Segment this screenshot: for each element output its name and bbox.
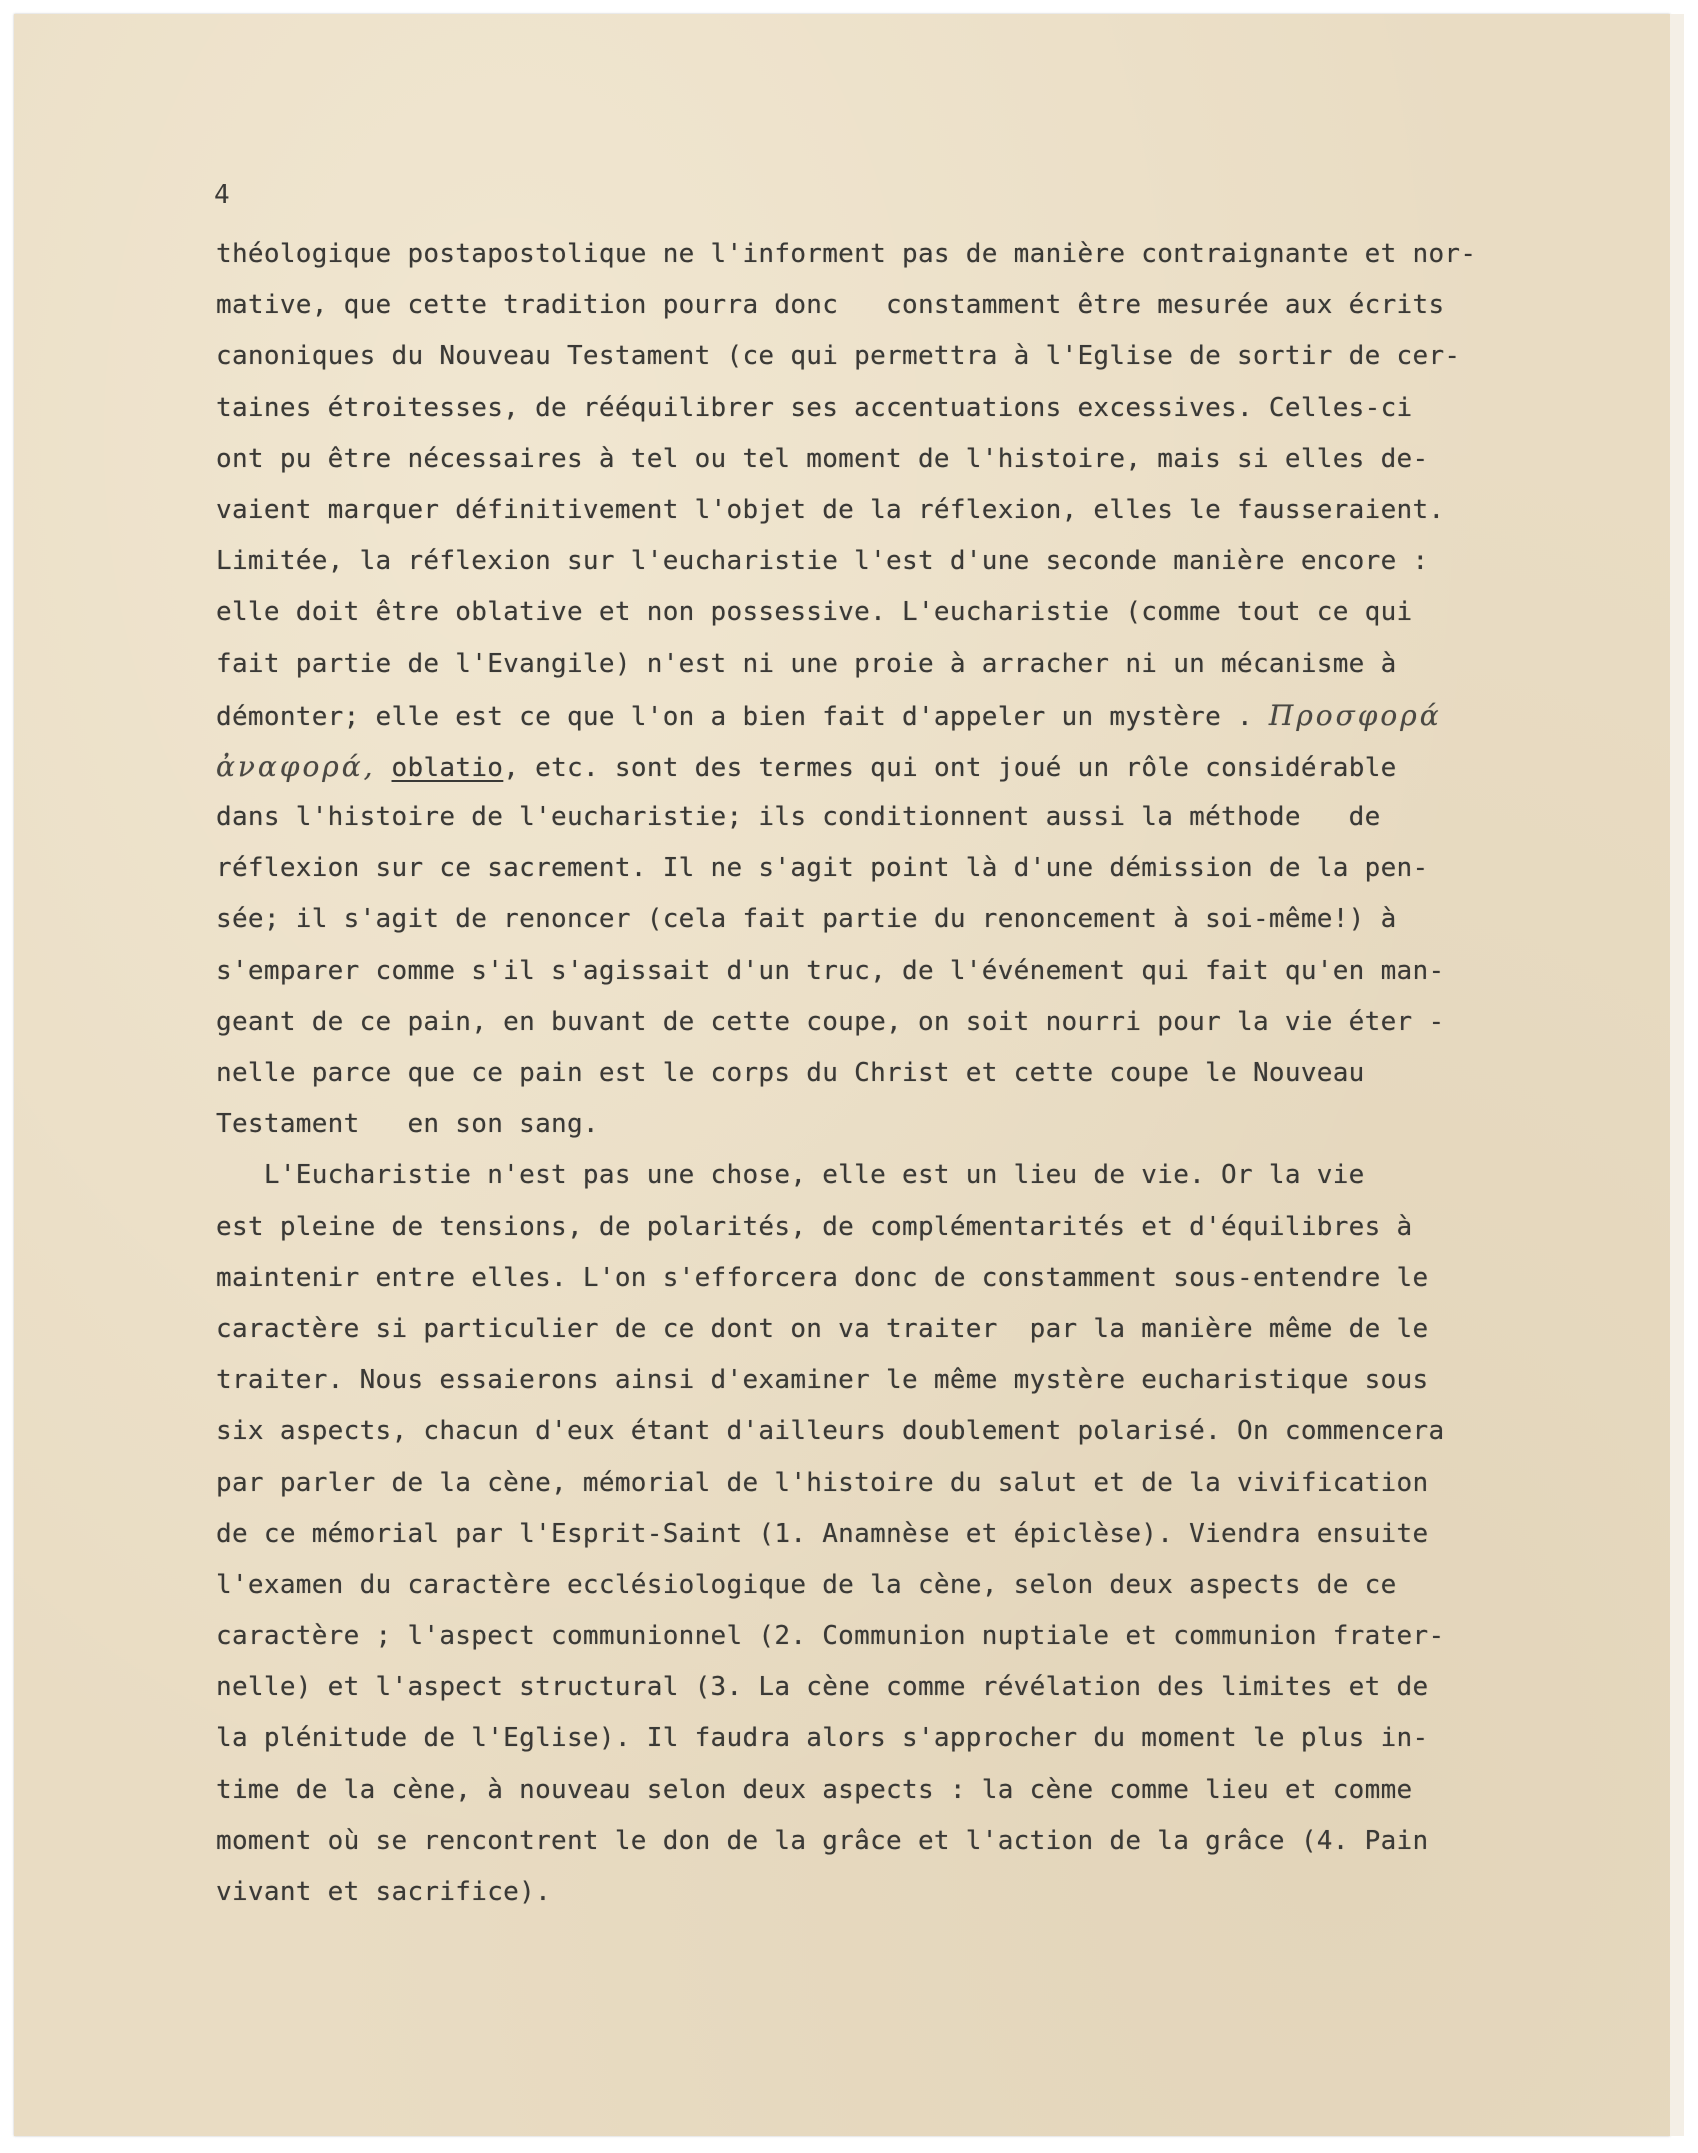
page-number: 4 — [214, 180, 230, 210]
text-line: canoniques du Nouveau Testament (ce qui permettra à l'Eglise de sortir de cer- — [216, 341, 1461, 372]
text-line: théologique postapostolique ne l'informent pas de manière contraignante et nor- — [216, 239, 1477, 269]
text-line: moment où se rencontrent le don de la grâce et l'action de la grâce (4. Pain — [216, 1825, 1429, 1856]
scan-margin — [1670, 14, 1684, 2136]
text-line: nelle) et l'aspect structural (3. La cène comme révélation des limites et de — [216, 1672, 1429, 1703]
text-line: caractère si particulier de ce dont on va traiter par la manière même de le — [216, 1313, 1429, 1344]
text-line: six aspects, chacun d'eux étant d'ailleurs doublement polarisé. On commencera — [216, 1416, 1445, 1447]
text-line: est pleine de tensions, de polarités, de complémentarités et d'équilibres à — [216, 1211, 1413, 1242]
text-line: maintenir entre elles. L'on s'efforcera donc de constamment sous-entendre le — [216, 1262, 1429, 1293]
text-line: fait partie de l'Evangile) n'est ni une proie à arracher ni un mécanisme à — [216, 648, 1397, 679]
text-line: la plénitude de l'Eglise). Il faudra alors s'approcher du moment le plus in- — [216, 1723, 1429, 1754]
text-segment: , etc. sont des termes qui ont joué un rôle considérable — [503, 752, 1397, 783]
text-line: mative, que cette tradition pourra donc constamment être mesurée aux écrits — [216, 290, 1445, 321]
text-line-with-greek — [216, 741, 1596, 792]
handwritten-greek-anaphora: ἀναφορά, — [216, 749, 376, 783]
text-line: geant de ce pain, en buvant de cette coupe, on soit nourri pour la vie éter - — [216, 1006, 1445, 1037]
handwritten-greek-prosphora: Προσφορά — [1268, 698, 1442, 732]
text-line: s'emparer comme s'il s'agissait d'un truc, de l'événement qui fait qu'en man- — [216, 955, 1445, 986]
text-line: L'Eucharistie n'est pas une chose, elle est un lieu de vie. Or la vie — [216, 1160, 1365, 1191]
text-line: réflexion sur ce sacrement. Il ne s'agit point là d'une démission de la pen- — [216, 853, 1429, 884]
text-line: caractère ; l'aspect communionnel (2. Communion nuptiale et communion frater- — [216, 1621, 1445, 1652]
text-line: sée; il s'agit de renoncer (cela fait partie du renoncement à soi-même!) à — [216, 904, 1397, 935]
text-line: dans l'histoire de l'eucharistie; ils conditionnent aussi la méthode de — [216, 802, 1381, 833]
text-line: de ce mémorial par l'Esprit-Saint (1. Anamnèse et épiclèse). Viendra ensuite — [216, 1518, 1429, 1549]
text-line: taines étroitesses, de rééquilibrer ses accentuations excessives. Celles-ci — [216, 392, 1413, 423]
text-line: time de la cène, à nouveau selon deux aspects : la cène comme lieu et comme — [216, 1774, 1413, 1805]
text-line: Limitée, la réflexion sur l'eucharistie l'est d'une seconde manière encore : — [216, 546, 1429, 577]
text-line: traiter. Nous essaierons ainsi d'examiner le même mystère eucharistique sous — [216, 1365, 1429, 1396]
text-line: ont pu être nécessaires à tel ou tel moment de l'histoire, mais si elles de- — [216, 443, 1429, 474]
underlined-term-oblatio: oblatio — [391, 752, 504, 783]
text-line: vivant et sacrifice). — [216, 1877, 552, 1907]
text-line: l'examen du caractère ecclésiologique de la cène, selon deux aspects de ce — [216, 1569, 1397, 1600]
text-line: elle doit être oblative et non possessive. L'eucharistie (comme tout ce qui — [216, 597, 1413, 628]
text-line: nelle parce que ce pain est le corps du Christ et cette coupe le Nouveau — [216, 1058, 1365, 1088]
text-line-with-greek — [216, 690, 1596, 741]
text-line: par parler de la cène, mémorial de l'histoire du salut et de la vivification — [216, 1467, 1429, 1498]
text-segment: démonter; elle est ce que l'on a bien fait d'appeler un mystère . — [216, 701, 1269, 732]
typewritten-body — [216, 229, 1596, 1918]
text-line: Testament en son sang. — [216, 1109, 599, 1140]
text-line: vaient marquer définitivement l'objet de la réflexion, elles le fausseraient. — [216, 494, 1445, 525]
